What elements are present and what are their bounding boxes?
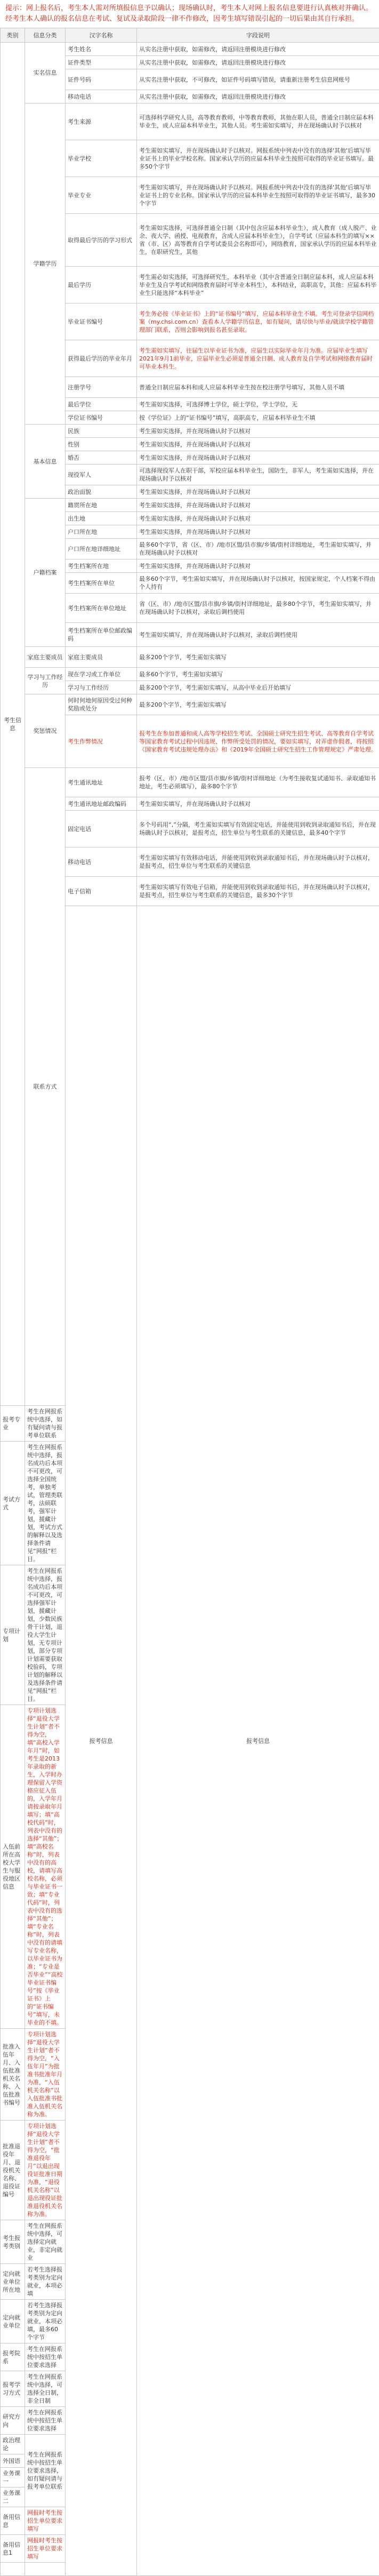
field-name-cell: 婚否 bbox=[66, 451, 137, 465]
field-name-cell: 业务课二 bbox=[1, 2487, 25, 2507]
group-cell: 实名信息 bbox=[25, 43, 66, 103]
field-name-cell: 获得最后学历的毕业年月 bbox=[66, 340, 137, 377]
table-header-row bbox=[1, 28, 379, 43]
field-name-cell: 报考院系 bbox=[1, 2343, 25, 2371]
field-name-cell: 证件号码 bbox=[66, 69, 137, 90]
field-name-cell: 家庭主要成员 bbox=[66, 647, 137, 668]
field-name-cell: 入伍前所在高校大学生与服役地区信息 bbox=[1, 1705, 25, 2029]
description-cell: 考生需如实选择，并在现场确认时予以核对 bbox=[137, 559, 379, 573]
field-name-cell: 研究方向 bbox=[1, 2407, 25, 2435]
field-name-cell: 业务课一 bbox=[1, 2468, 25, 2487]
description-cell: 最多60个字节，省（区、市）/地市区盟/县市旗/乡镇/街村详细地址，考生需如实填写，并在现场确认时予以核对 bbox=[137, 539, 379, 559]
field-name-cell: 定向就业单位所在地 bbox=[1, 2264, 25, 2300]
field-name-cell: 学习与工作经历 bbox=[66, 681, 137, 694]
field-name-cell bbox=[1, 2563, 25, 2576]
field-name-cell: 考生通讯地址邮政编码 bbox=[66, 797, 137, 811]
field-name-cell: 考生档案所在单位地址 bbox=[66, 594, 137, 623]
description-cell: 考生务必按《毕业证书》上的“证书编号”填写，应届本科毕业生不填。考生可登录学信网档案（my.chsi.com.cn）查看本人学籍学历信息，如有疑问，请尽快与毕业/就读学校学籍管理部门联系，否则会影响到报名甚至录取。 bbox=[137, 303, 379, 340]
field-name-cell: 注册学号 bbox=[66, 377, 137, 398]
description-cell: 考生需如实选择，并在现场确认时予以核对 bbox=[137, 525, 379, 539]
description-cell: 考生需如实填写有效移动电话，并能使用到收到录取通知书后，并在现场确认时予以核对，是报考点，招生单位与考生联系的关键信息 bbox=[137, 847, 379, 877]
description-cell: 若考生选择报考类别为定向就业，本项必填 bbox=[25, 2264, 66, 2300]
description-cell: 专项计划选择“退役大学生计划”者不得为空，“批准退役年月”以退出现役证批准日期为准，“退役机关名称”以退出现役证批准退役机关名称为准。 bbox=[25, 2121, 66, 2220]
description-cell: 考生在网报系统中选择，可选择全日制，非全日制 bbox=[25, 2371, 66, 2407]
description-cell: 按《学位证》上的“证书编号”填写，高职高专，应届本科毕业生不填 bbox=[137, 411, 379, 425]
header-category: 类别 bbox=[1, 28, 25, 43]
table-row bbox=[1, 43, 379, 56]
description-cell: 省（区、市）/地市区盟/县市旗/乡镇/街村详细地址，最多80个字节，考生需如实填写，并在现场确认时予以核对，录取后调档使用 bbox=[137, 594, 379, 623]
header-description: 字段说明 bbox=[137, 28, 379, 43]
description-cell: 最多60个字节，考生需如实填写，并在现场确认时予以核对，按国家规定，个人档案不得由个人持有 bbox=[137, 573, 379, 594]
field-name-cell: 证件类型 bbox=[66, 56, 137, 69]
table-row bbox=[1, 768, 379, 797]
group-cell: 联系方式 bbox=[25, 768, 66, 1406]
description-cell: 考生需如实选择，并在现场确认时予以核对 bbox=[137, 425, 379, 438]
field-name-cell: 现在学习或工作单位 bbox=[66, 668, 137, 681]
field-name-cell: 户口所在地详细地址 bbox=[66, 539, 137, 559]
description-cell: 考生需如实选择，并在现场确认时予以核对 bbox=[137, 499, 379, 512]
description-cell: 从实名注册中获取，不可修改，如证件号码填写错误，请重新注册考生信息网账号 bbox=[137, 69, 379, 90]
description-cell: 最多200个字节，考生需如实填写 bbox=[137, 647, 379, 668]
notice-tip: 提示：网上报名后，考生本人需对所填报信息予以确认；现场确认时，考生本人对网上报名信息要进行认真核对并确认。经考生本人确认的报名信息在考试、复试及录取阶段一律不作修改，因考生填写错误引起的一切后果由其自行承担。 bbox=[0, 0, 379, 28]
description-cell bbox=[25, 2563, 66, 2576]
description-cell: 报考生在参加普通和成人高等学校招生考试、全国硕士研究生招生考试、高等教育自学考试等国家教育考试过程中因违规、作弊所受处罚的情况，要如实填写，对弄虚作假者，将按照《国家教育考试违规处理办法》和《2019年全国硕士研究生招生工作管理规定》严肃处理。 bbox=[137, 715, 379, 768]
field-name-cell: 何时何地何原因受过何种奖励或处分 bbox=[66, 694, 137, 715]
field-name-cell: 考生报考类别 bbox=[1, 2220, 25, 2264]
description-cell: 考生需如实选择，并在现场确认时予以核对 bbox=[137, 485, 379, 499]
description-cell: 考生在网报系统中按招生单位要求选择 bbox=[25, 2407, 66, 2435]
field-name-cell: 毕业证书编号 bbox=[66, 303, 137, 340]
description-cell: 若考生选择报考类别为定向就业，本项必填，最多60个字节 bbox=[25, 2300, 66, 2343]
field-name-cell: 考生档案所在单位 bbox=[66, 573, 137, 594]
field-name-cell: 毕业学校 bbox=[66, 140, 137, 177]
field-name-cell: 移动电话 bbox=[66, 90, 137, 103]
field-name-cell: 考生作弊情况 bbox=[66, 715, 137, 768]
group-cell: 家庭主要成员 bbox=[25, 647, 66, 668]
description-cell: 考生需如实填写，往届生以毕业证书为准，应届生以实际毕业年月为准。应届毕业生填写2021年9月1前毕业，应届毕业生必须是普通全日制、成人教育及自学考试和网络教育届时可毕业本科生。 bbox=[137, 340, 379, 377]
field-name-cell: 批准入伍年月、入伍批准机关名称、入伍批准书编号 bbox=[1, 2029, 25, 2121]
field-name-cell: 学位证书编号 bbox=[66, 411, 137, 425]
field-name-cell: 最后学历 bbox=[66, 267, 137, 303]
description-cell: 考生在网报系统中选择，如有疑问请与报考单位联系 bbox=[25, 1406, 66, 1442]
description-cell: 考生需如实填写，并在现场确认时予以核对。网报系统中列表中没有的选择'其他'后填写毕业证书上的专业名称。国家承认学历的应届本科毕业生按照可取得的毕业证书填写，最多30个字节 bbox=[137, 177, 379, 214]
field-name-cell: 批准退役年月、退役机关名称、退役证编号 bbox=[1, 2121, 25, 2220]
description-cell: 考生在网报系统中按招生单位要求选择，如有疑问请与报考单位联系 bbox=[25, 2435, 66, 2507]
field-name-cell: 备用信息1 bbox=[1, 2535, 25, 2563]
table-row bbox=[1, 694, 379, 715]
group-cell: 学籍学历 bbox=[25, 103, 66, 425]
description-cell: 最多200个字节，考生需如实填写 bbox=[137, 694, 379, 715]
description-cell: 考生需必如实选择，可选择研究生，本科毕业（其中含普通全日制应届本科，成人应届本科毕业生及自学考试和网络教育届时可毕业本科生），本科结业，高职高专，其他：应届本科毕业生只能选择“本科毕业” bbox=[137, 267, 379, 303]
description-cell: 可选择科学研究人员，高等教育教师，中等教育教师，其他在职人员，普通全日制应届本科毕业生，成人应届本科毕业生，其他人员。考生需如实填写，并在现场确认时予以核对 bbox=[137, 103, 379, 140]
description-cell: 可选择现役军人在职干部，军校应届本科毕业生，国防生，非军人，考生需如实选择，并在现场确认时予以核对 bbox=[137, 465, 379, 485]
field-name-cell: 定向就业单位 bbox=[1, 2300, 25, 2343]
field-name-cell: 专项计划 bbox=[1, 1565, 25, 1705]
group-cell: 基本信息 bbox=[25, 425, 66, 499]
description-cell: 专项计划选择“退役大学生计划”者不得为空，“入伍年月”为批准书批准年月为准，“入伍机关名称”以入伍批准书批准入伍机关名称为准。 bbox=[25, 2029, 66, 2121]
group-cell: 奖惩情况 bbox=[25, 694, 66, 768]
field-name-cell: 出生地 bbox=[66, 512, 137, 525]
field-name-cell: 备用信息 bbox=[1, 2507, 25, 2535]
field-name-cell: 移动电话 bbox=[66, 847, 137, 877]
field-name-cell: 考试方式 bbox=[1, 1442, 25, 1565]
field-name-cell: 考生通讯地址 bbox=[66, 768, 137, 797]
field-name-cell: 现役军人 bbox=[66, 465, 137, 485]
category-cell: 考生信息 bbox=[1, 43, 25, 1406]
field-name-cell: 考生来源 bbox=[66, 103, 137, 140]
description-cell: 考生需如实选择，并在现场确认时予以核对 bbox=[137, 512, 379, 525]
description-cell: 考生需如实选择，可选择普通全日制（其中包含应届本科毕业生），成人教育（成人脱产、业余、夜大学、函授、电视教育，含成人应届本科毕业生），自学考试（应届本科生的填写××省（市、区）高等教育自学考试委员会名称即可），网络教育，国家承认学历的应届本科毕业生，在职研究生，其他 bbox=[137, 214, 379, 267]
description-cell: 从实名注册中获取，如需修改，请返回注册模块进行修改 bbox=[137, 90, 379, 103]
field-name-cell: 考生档案所在地 bbox=[66, 559, 137, 573]
field-name-cell: 固定电话 bbox=[66, 811, 137, 847]
description-cell: 网报时考生按招生单位要求填写 bbox=[25, 2507, 66, 2535]
description-cell: 专项计划选择“退役大学生计划”者不得为空，填“高校入学年月”时，如考生是2013年录取的新生，入学时办理保留入学资格应征入伍的，入学年月请按录取年月填写；填“高校代码”时，列表中没有的选择“其他”；填“高校名称”时，列表中没有的高校，请填写高校名称，必须与毕业证书一致；填“专业代码”时，列表中没有的选择“其他”；填“专业名称”时，列表中没有的请填写专业名称，以毕业证书为准；“专业是否毕业”“高校毕业证书编号”按《毕业证书》上的“证书编号”填写，未毕业的不填。 bbox=[25, 1705, 66, 2029]
description-cell: 考生需如实选择，并在现场确认时予以核对 bbox=[137, 438, 379, 451]
field-name-cell: 政治面貌 bbox=[66, 485, 137, 499]
field-name-cell: 籍贯所在地 bbox=[66, 499, 137, 512]
description-cell: 最多60个字节，考生需如实填写 bbox=[137, 668, 379, 681]
table-row bbox=[1, 425, 379, 438]
group-cell: 学习与工作经历 bbox=[25, 668, 66, 694]
description-cell: 考生在网报系统中按招生单位要求选择 bbox=[25, 2343, 66, 2371]
field-name-cell: 外国语 bbox=[1, 2454, 25, 2468]
table-row bbox=[1, 647, 379, 668]
field-name-cell: 政治理论 bbox=[1, 2435, 25, 2454]
header-group: 信息分类 bbox=[25, 28, 66, 43]
field-name-cell: 性别 bbox=[66, 438, 137, 451]
field-name-cell: 电子信箱 bbox=[66, 877, 137, 906]
description-cell: 多个号码用“,”分隔，考生需如实填写有效固定电话，并能使用到收到录取通知书后，并在现场确认时予以核对，是报考点，招生单位与考生联系的关键信息，最多40个字节 bbox=[137, 811, 379, 847]
description-cell: 最多200个字节，考生需如实填写，从高中毕业后开始填写 bbox=[137, 681, 379, 694]
group-cell: 报考信息 bbox=[137, 906, 379, 2576]
description-cell: 考生需如实选择，并在现场确认时予以核对 bbox=[137, 451, 379, 465]
header-field-name: 汉字名称 bbox=[66, 28, 137, 43]
field-name-cell: 考生档案所在单位邮政编码 bbox=[66, 623, 137, 647]
field-name-cell: 考生姓名 bbox=[66, 43, 137, 56]
description-cell: 考生在网报系统中选择，报名成功后本项不可更改，可选择全国统考，单独考试，管理类联考，法硕联考，强军计划，援藏计划，考试方式的解释以及选择条件请见“网报”栏目。 bbox=[25, 1442, 66, 1565]
description-cell: 考生需如实填写，并在现场确认时予以核对。网报系统中列表中没有的选择'其他'后填写毕业证书上的毕业学校名称。国家承认学历的应届本科毕业生按照可取得的毕业证书填写。最多50个字节 bbox=[137, 140, 379, 177]
group-cell: 户籍档案 bbox=[25, 499, 66, 647]
table-row bbox=[1, 103, 379, 140]
field-name-cell: 户口所在地 bbox=[66, 525, 137, 539]
table-row bbox=[1, 499, 379, 512]
description-cell: 考生需如实填写，并在现场确认时予以核对 bbox=[137, 797, 379, 811]
field-name-cell: 毕业专业 bbox=[66, 177, 137, 214]
field-name-cell: 报考学习方式 bbox=[1, 2371, 25, 2407]
description-cell: 考生在网报系统中选择，报名成功后本项不可更改，可选择强军计划，援藏计划，少数民族骨干计划，退役大学生计划，无专项计划，部分专项计划需要获取校验码，专项计划的解释以及选择条件请见“网报”栏目。 bbox=[25, 1565, 66, 1705]
description-cell: 考生需如实填写，并在现场确认时予以核对，录取后调档使用 bbox=[137, 623, 379, 647]
field-name-cell: 最后学位 bbox=[66, 398, 137, 411]
field-name-cell: 取得最后学历的学习形式 bbox=[66, 214, 137, 267]
info-table bbox=[0, 28, 379, 2576]
description-cell: 网报时考生按招生单位要求填写 bbox=[25, 2535, 66, 2563]
description-cell: 普通全日制应届本科和成人应届本科毕业生按在校注册学号填写，其他人员不填 bbox=[137, 377, 379, 398]
category-cell: 报考信息 bbox=[66, 906, 137, 2576]
description-cell: 从实名注册中获取，如需修改，请返回注册模块进行修改 bbox=[137, 43, 379, 56]
description-cell: 从实名注册中获取，如需修改，请返回注册模块进行修改 bbox=[137, 56, 379, 69]
description-cell: 报考（区、市）/地市区盟/县市旗/乡镇/街村详细地址（为考生接收复试通知书、录取通知书地址，考生必须填写），最多80个字节 bbox=[137, 768, 379, 797]
description-cell: 考生在网报系统中选择，可选择定向就业，非定向就业 bbox=[25, 2220, 66, 2264]
field-name-cell: 报考专业 bbox=[1, 1406, 25, 1442]
field-name-cell: 民族 bbox=[66, 425, 137, 438]
table-row bbox=[1, 668, 379, 681]
description-cell: 考生需如实填写有效电子信箱，并能使用到收到录取通知书后，并在现场确认时予以核对，是报考点，招生单位与考生联系的关键信息，最多30个字节 bbox=[137, 877, 379, 906]
description-cell: 考生需如实选择，可选择博士学位，硕士学位，学士学位，无 bbox=[137, 398, 379, 411]
